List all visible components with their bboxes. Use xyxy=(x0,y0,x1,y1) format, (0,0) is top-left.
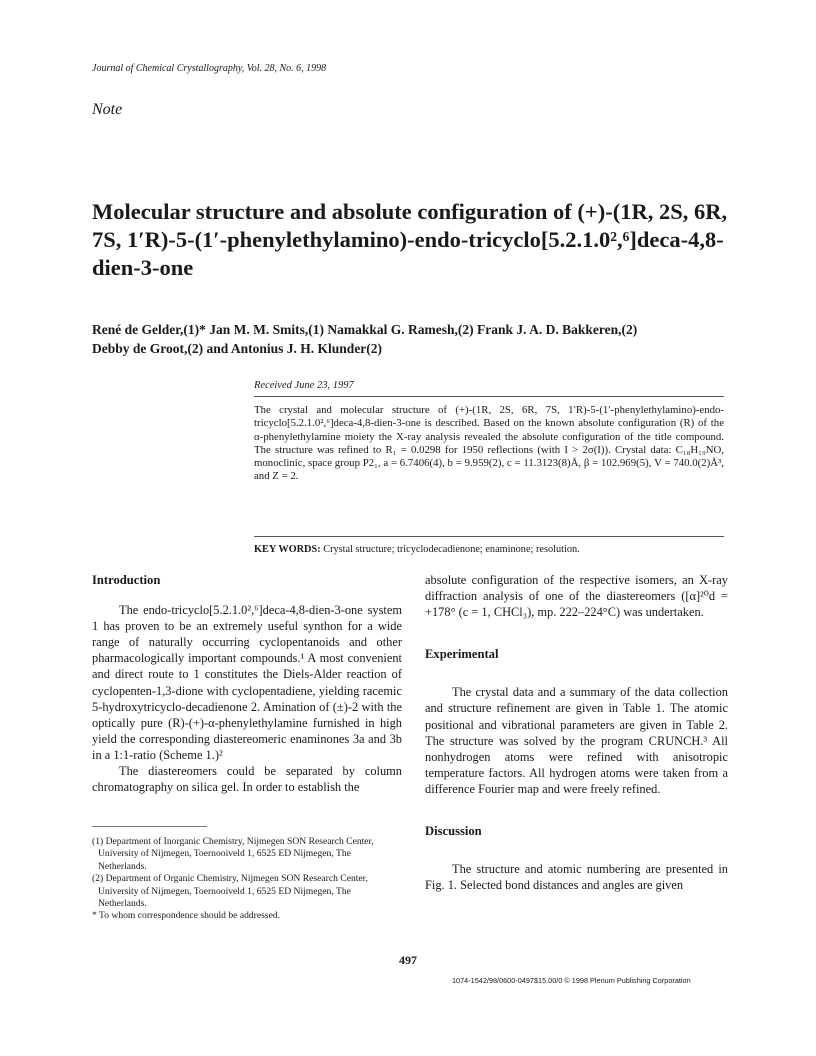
received-date: Received June 23, 1997 xyxy=(254,380,354,391)
authors-line-1: René de Gelder,(1)* Jan M. M. Smits,(1) Namakkal G. Ramesh,(2) Frank J. A. D. Bakkeren,(2) xyxy=(92,322,638,337)
left-column xyxy=(92,572,402,795)
article-title: Molecular structure and absolute configuration of (+)-(1R, 2S, 6R, 7S, 1′R)-5-(1′-phenylethylamino)-endo-tricyclo[5.2.1.0²,⁶]deca-4,8-dien-3-one xyxy=(92,199,728,280)
journal-header: Journal of Chemical Crystallography, Vol. 28, No. 6, 1998 xyxy=(92,63,327,74)
section-label: Note xyxy=(92,101,123,118)
footnote-2: (2) Department of Organic Chemistry, Nijmegen SON Research Center, University of Nijmegen, Toernooiveld 1, 6525 ED Nijmegen, The Netherlands. xyxy=(92,873,368,910)
intro-paragraph-1: The endo-tricyclo[5.2.1.0²,⁶]deca-4,8-dien-3-one system 1 has proven to be an extremely useful synthon for a wide range of naturally occurring cyclopentanoids and other pharmacologically important compounds.¹ A most convenient and direct route to 1 constitutes the Diels-Alder reaction of cyclopenten-1,3-dione with cyclopentadiene, yielding racemic 5-hydroxytricyclo-decadienone 2. Amination of (±)-2 with the optically pure (R)-(+)-α-phenylethylamine furnished in high yield the corresponding diastereomeric enaminones 3a and 3b in a 1:1-ratio (Scheme 1.)² xyxy=(92,603,402,762)
discussion-heading: Discussion xyxy=(425,824,482,839)
copyright-line: 1074-1542/98/0600-0497$15.00/0 © 1998 Plenum Publishing Corporation xyxy=(452,976,691,985)
footnote-rule xyxy=(92,826,207,827)
intro-heading: Introduction xyxy=(92,573,161,587)
abstract: The crystal and molecular structure of (+)-(1R, 2S, 6R, 7S, 1′R)-5-(1′-phenylethylamino)-endo-tricyclo[5.2.1.0²,⁶]deca-4,8-dien-3-one is described. Based on the known absolute configuration (R) of the α-phenylethylamine moiety the X-ray analysis revealed the absolute configuration of the title compound. The structure was refined to R₁ = 0.0298 for 1950 reflections (with I > 2σ(I)). Crystal data: C₁₈H₁₉NO, monoclinic, space group P2₁, a = 6.7406(4), b = 9.959(2), c = 11.3123(8)Å, β = 102.969(5), V = 740.0(2)Å³, and Z = 2. xyxy=(254,404,724,483)
keywords xyxy=(254,544,724,555)
abstract-bottom-rule xyxy=(254,536,724,537)
keywords-label: KEY WORDS: xyxy=(254,544,321,555)
author-list xyxy=(92,320,752,358)
page-number: 497 xyxy=(399,953,417,967)
discussion-paragraph: The structure and atomic numbering are presented in Fig. 1. Selected bond distances and angles are given xyxy=(425,862,728,893)
footnote-1: (1) Department of Inorganic Chemistry, Nijmegen SON Research Center, University of Nijmegen, Toernooiveld 1, 6525 ED Nijmegen, The Netherlands. xyxy=(92,836,374,872)
intro-paragraph-2: The diastereomers could be separated by column chromatography on silica gel. In order to establish the xyxy=(92,764,402,795)
right-column xyxy=(425,572,728,893)
experimental-paragraph: The crystal data and a summary of the data collection and structure refinement are given in Table 1. The atomic positional and vibrational parameters are given in Table 2. The structure was solved by the program CRUNCH.³ All nonhydrogen atoms were refined with anisotropic temperature factors. All hydrogen atoms were taken from a difference Fourier map and were freely refined. xyxy=(425,685,728,796)
experimental-heading: Experimental xyxy=(425,647,499,662)
authors-line-2: Debby de Groot,(2) and Antonius J. H. Klunder(2) xyxy=(92,341,383,356)
abstract-top-rule xyxy=(254,396,724,397)
keywords-text: Crystal structure; tricyclodecadienone; enaminone; resolution. xyxy=(323,544,580,555)
footnotes xyxy=(92,836,402,923)
right-paragraph-1: absolute configuration of the respective isomers, an X-ray diffraction analysis of one of the diastereomers ([α]²⁰d = +178° (c = 1, CHCl₃), mp. 222–224°C) was undertaken. xyxy=(425,573,728,620)
footnote-3: * To whom correspondence should be addressed. xyxy=(92,910,281,922)
